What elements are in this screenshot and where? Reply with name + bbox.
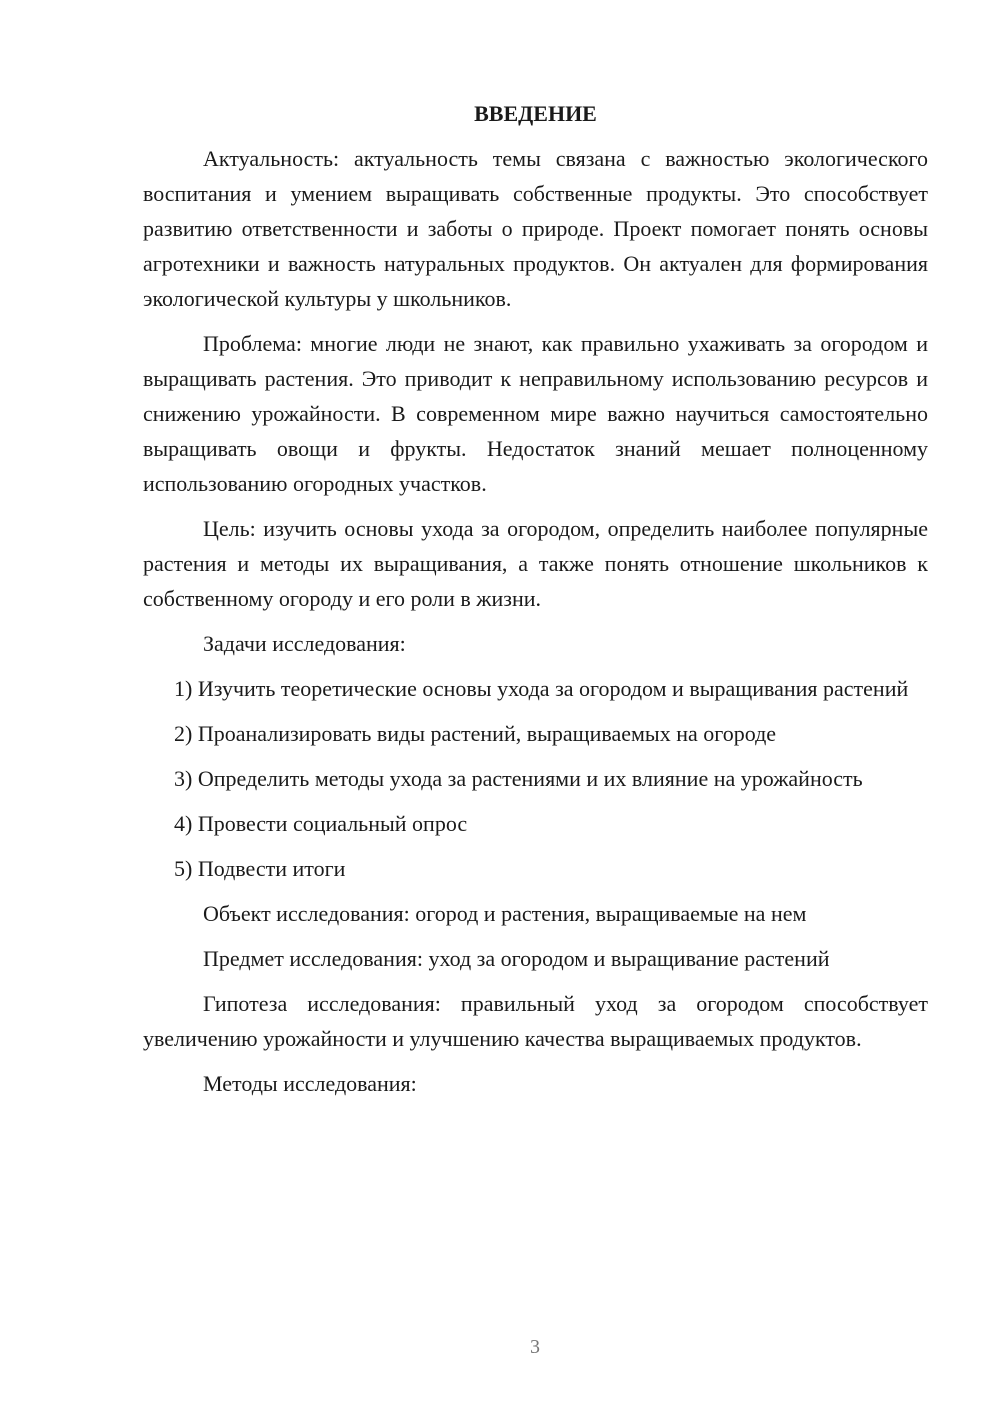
task-item-2: 2) Проанализировать виды растений, выращиваемых на огороде xyxy=(174,721,777,746)
task-item-4: 4) Провести социальный опрос xyxy=(174,811,468,836)
task-item-3: 3) Определить методы ухода за растениями и их влияние на урожайность xyxy=(174,766,863,791)
tasks-heading: Задачи исследования: xyxy=(203,631,406,656)
task-item-5: 5) Подвести итоги xyxy=(174,856,346,881)
research-object: Объект исследования: огород и растения, выращиваемые на нем xyxy=(203,901,807,926)
paragraph-goal: Цель: изучить основы ухода за огородом, определить наиболее популярные растения и методы их выращивания, а также понять отношение школьников к собственному огороду и его роли в жизни. xyxy=(143,516,928,611)
methods-heading: Методы исследования: xyxy=(203,1071,417,1096)
paragraph-problem: Проблема: многие люди не знают, как правильно ухаживать за огородом и выращивать растения. Это приводит к неправильному использованию ресурсов и снижению урожайности. В современном мире важно научиться самостоятельно выращивать овощи и фрукты. Недостаток знаний мешает полноценному использованию огородных участков. xyxy=(143,331,928,496)
research-subject: Предмет исследования: уход за огородом и выращивание растений xyxy=(203,946,830,971)
document-page xyxy=(143,96,928,1111)
task-item-1: 1) Изучить теоретические основы ухода за огородом и выращивания растений xyxy=(174,676,909,701)
paragraph-relevance: Актуальность: актуальность темы связана с важностью экологического воспитания и умением выращивать собственные продукты. Это способствует развитию ответственности и заботы о природе. Проект помогает понять основы агротехники и важность натуральных продуктов. Он актуален для формирования экологической культуры у школьников. xyxy=(143,146,928,311)
research-hypothesis: Гипотеза исследования: правильный уход за огородом способствует увеличению урожайности и улучшению качества выращиваемых продуктов. xyxy=(143,991,928,1051)
section-title: ВВЕДЕНИЕ xyxy=(474,101,597,126)
page-number: 3 xyxy=(530,1336,540,1358)
